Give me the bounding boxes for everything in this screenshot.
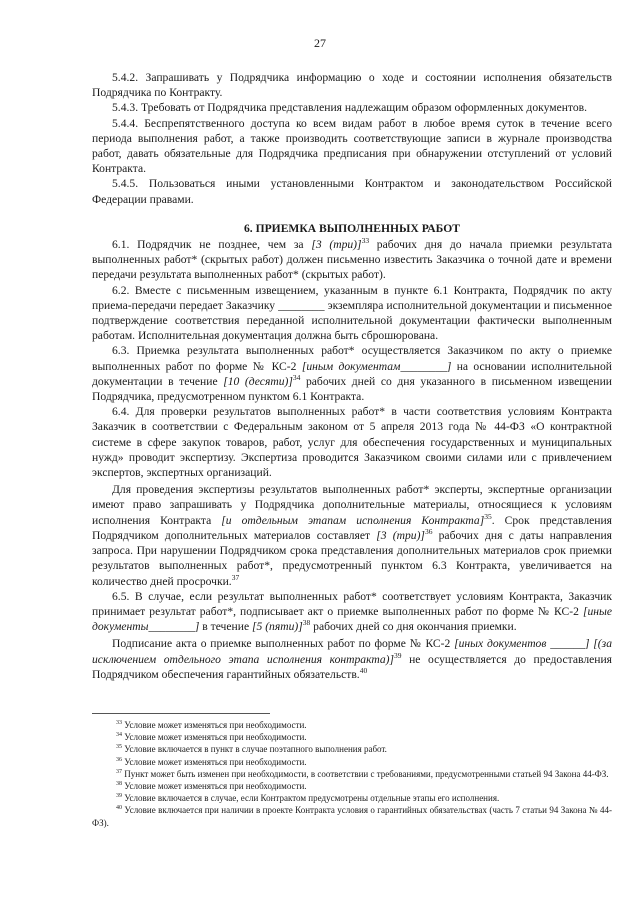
clause-6-3: 6.3. Приемка результата выполненных работ* осуществляется Заказчиком по акту о приемке выполненных работ по форме № КС-2 [иным документам________] на основании исполнительной документации в течение [10 (десяти)]$^{34}$ рабочих дней со дня указанного в письменном извещении Подрядчика, предусмотренном пунктом 6.1 Контракта. [92,344,613,404]
footnote: $^{37}$ Пункт может быть изменен при необходимости, в соответствии с требованиями, предусмотренными статьей 94 Закона 44-ФЗ. [116,768,609,779]
clause-5-4-2: 5.4.2. Запрашивать у Подрядчика информацию о ходе и состоянии исполнения обязательств Подрядчика по Контракту. [92,71,612,100]
footnote: $^{35}$ Условие включается в пункт в случае поэтапного выполнения работ. [116,744,387,755]
footnote-ref-33: 33 [361,236,370,246]
document-body [92,70,612,682]
footnote: $^{39}$ Условие включается в случае, если Контрактом предусмотрены отдельные этапы его исполнения. [116,793,500,804]
clause-6-1: 6.1. Подрядчик не позднее, чем за [3 (три)]$^{33}$ рабочих дня до начала приемки результата выполненных работ* (скрытых работ) должен письменно известить Заказчика о точной дате и времени передачи результата выполненных работ* (скрытых работ). [92,236,612,282]
footnote-ref-34: 34 [292,373,301,382]
clause-5-4-3: 5.4.3. Требовать от Подрядчика представления надлежащим образом оформленных документов. [112,101,588,115]
page-number: 27 [314,36,326,50]
footnote-ref-40: 40 [359,665,368,675]
clause-6-5-signing: Подписание акта о приемке выполненных работ по форме № КС-2 [иных документов ______] [(за исключением отдельного этапа исполнения контракта)]$^{39}$ не осуществляется до предоставления Подрядчиком обеспечения гарантийных обязательств.$^{40}$ [92,637,612,681]
footnote-ref-36: 36 [424,527,433,537]
clause-5-4-4: 5.4.4. Беспрепятственного доступа ко всем видам работ в любое время суток в течение всего периода выполнения работ, а также производить соответствующие записи в журнале производства работ, давать обязательные для Подрядчика предписания при обнаружении отступлений от условий Контракта. [92,116,612,176]
footnotes [92,719,612,829]
footnote: $^{36}$ Условие может изменяться при необходимости. [116,756,307,767]
clause-6-2: 6.2. Вместе с письменным извещением, указанным в пункте 6.1 Контракта, Подрядчик по акту приема-передачи передает Заказчику ________ экземпляра исполнительной документации и письменное подтверждение соответствия переданной исполнительной документации фактически выполненным работам. Исполнительная документация должна быть сброшюрована. [92,283,612,343]
clause-5-4-5: 5.4.5. Пользоваться иными установленными Контрактом и законодательством Российской Федерации правами. [92,177,612,206]
clause-6-4: 6.4. Для проверки результатов выполненных работ* в части соответствия условиям Контракта Заказчик в соответствии с Федеральным законом от 5 апреля 2013 года № 44-ФЗ «О контрактной системе в сфере закупок товаров, работ, услуг для обеспечения государственных и муниципальных нужд» проводит экспертизу. Экспертиза проводится Заказчиком своими силами или с привлечением экспертов, экспертных организаций. [92,405,612,480]
footnote: $^{33}$ Условие может изменяться при необходимости. [116,720,307,730]
section-title: 6. ПРИЕМКА ВЫПОЛНЕННЫХ РАБОТ [243,221,461,235]
footnote: $^{38}$ Условие может изменяться при необходимости. [116,781,307,792]
clause-6-5: 6.5. В случае, если результат выполненных работ* соответствует условиям Контракта, Заказчик принимает результат работ*, подписывает акт о приемке выполненных работ по форме № КС-2 [иные документы________] в течение [5 (пяти)]$^{38}$ рабочих дней со дня окончания приемки. [92,589,612,634]
footnote-ref-35: 35 [484,511,492,521]
footnote: $^{40}$ Условие включается при наличии в проекте Контракта условия о гарантийных обязательствах (часть 7 статьи 94 Закона № 44-ФЗ). [92,805,612,828]
footnote-ref-38: 38 [302,618,311,628]
footnote-separator [92,713,270,714]
footnote-ref-39: 39 [394,650,402,660]
footnote-ref-37: 37 [231,572,240,582]
clause-6-4-expertise: Для проведения экспертизы результатов выполненных работ* эксперты, экспертные организации имеют право запрашивать у Подрядчика дополнительные материалы, относящиеся к условиям исполнения Контракта [и отдельным этапам исполнения Контракта]$^{35}$. Срок представления Подрядчиком дополнительных материалов составляет [3 (три)]$^{36}$ рабочих дня с даты направления запроса. При нарушении Подрядчиком срока представления дополнительных материалов срок приемки результатов выполненных работ*, предусмотренный пунктом 6.3 Контракта, увеличивается на количество дней просрочки.$^{37}$ [92,483,612,588]
footnote: $^{34}$ Условие может изменяться при необходимости. [116,732,307,743]
